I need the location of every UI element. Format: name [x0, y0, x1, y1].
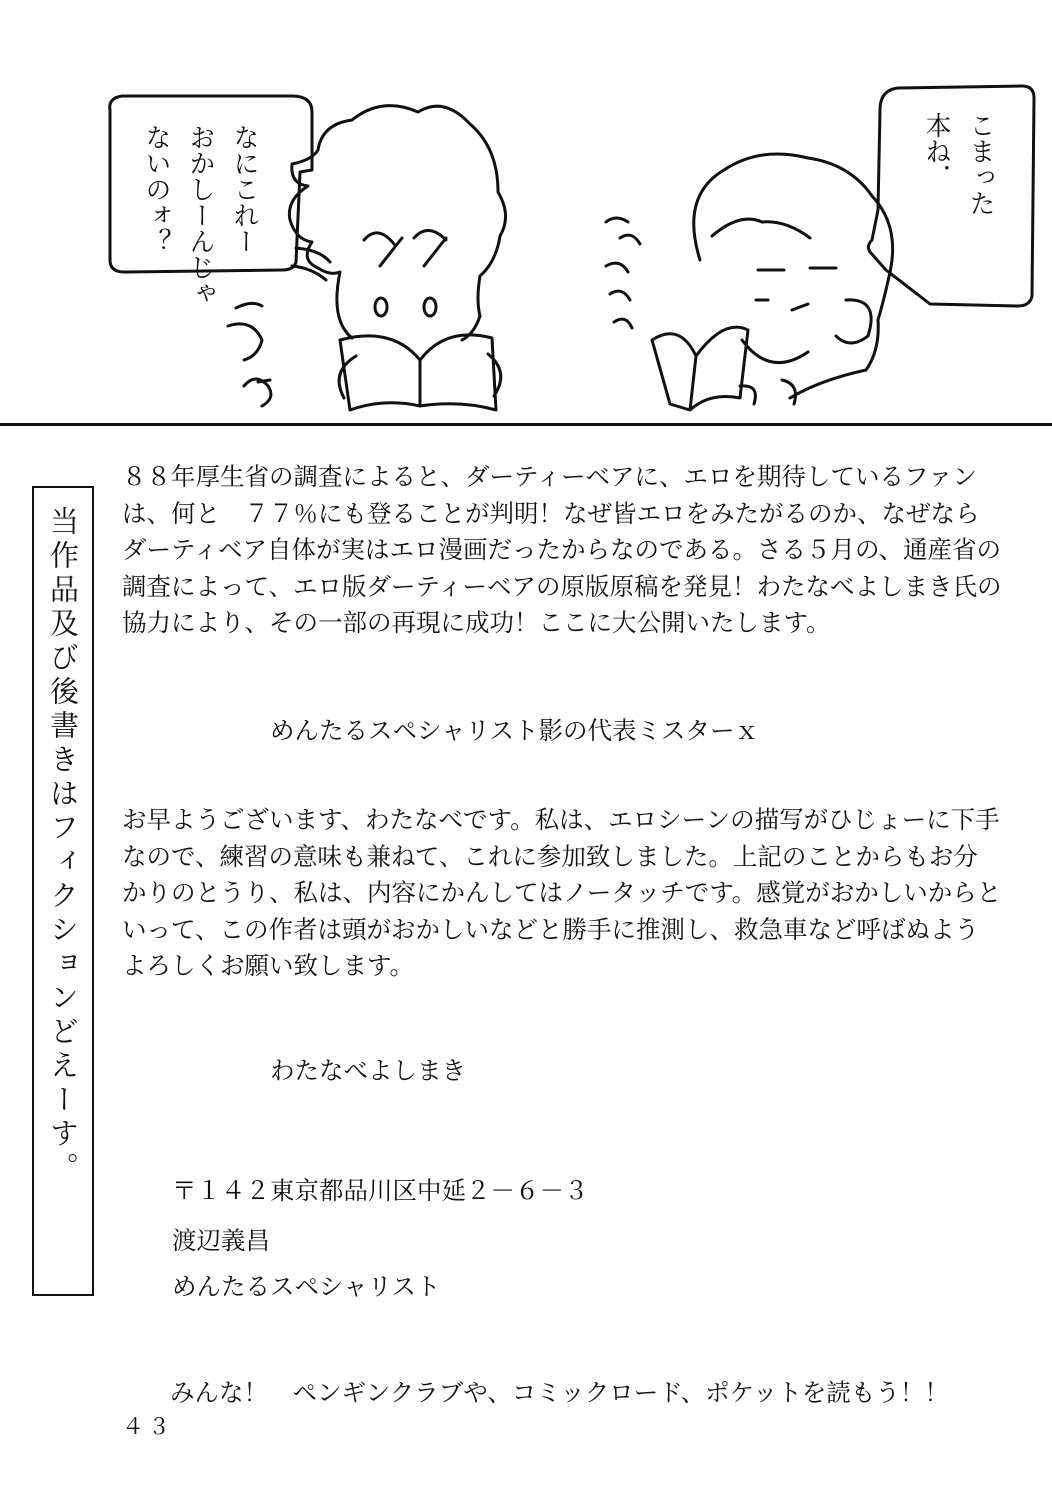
manga-illustration — [0, 0, 1052, 425]
left-sound-text: う〜む — [239, 312, 265, 378]
left-bubble-line-3: ないのォ？ — [141, 124, 171, 254]
right-character-head — [694, 154, 893, 320]
left-bubble-line-2: おかしーんじゃ — [185, 124, 215, 306]
left-character-head — [289, 106, 505, 316]
panel-divider — [0, 423, 1052, 426]
right-speech-bubble — [868, 86, 1034, 306]
intro-paragraph: ８８年厚生省の調査によると、ダーティーベアに、エロを期待しているファンは、何と ７７％にも登ることが判明！なぜ皆エロをみたがるのか、なぜならダーティベア自体が実はエロ漫画だったからなのである。さる５月の、通産省の調査によって、エロ版ダーティーベアの原版原稿を発見！わたなべよしまき氏の協力により、その一部の再現に成功！ここに大公開いたします。 — [122, 462, 1002, 637]
closing-message: みんな！ ペンギンクラブや、コミックロード、ポケットを読もう！！ — [170, 1378, 949, 1407]
right-bubble-line-1: こまった — [965, 112, 995, 216]
afterword-paragraph: お早ようございます、わたなべです。私は、エロシーンの描写がひじょーに下手なので、練習の意味も兼ねて、これに参加致しました。上記のことからもお分かりのとうり、私は、内容にかんしてはノータッチです。感覚がおかしいからといって、この作者は頭がおかしいなどと勝手に推測し、救急車など呼ばぬようよろしくお願い致します。 — [122, 805, 1002, 980]
intro-signature: めんたるスペシャリスト影の代表ミスターｘ — [270, 716, 760, 745]
afterword-signature: わたなべよしまき — [270, 1056, 466, 1085]
author-name: 渡辺義昌 — [172, 1226, 270, 1255]
right-sound-text: ぱらぱら — [605, 214, 631, 302]
address-line: 〒１４２東京都品川区中延２－６－３ — [172, 1176, 589, 1205]
right-bubble-line-2: 本ね． — [921, 112, 951, 190]
page-number: ４３ — [122, 1415, 175, 1440]
fiction-disclaimer-box — [32, 486, 94, 1296]
left-bubble-line-1: なにこれー — [229, 124, 259, 254]
circle-name: めんたるスペシャリスト — [172, 1272, 441, 1301]
fiction-disclaimer-text: 当作品及び後書きはフィクションどえーす。 — [46, 506, 80, 1186]
